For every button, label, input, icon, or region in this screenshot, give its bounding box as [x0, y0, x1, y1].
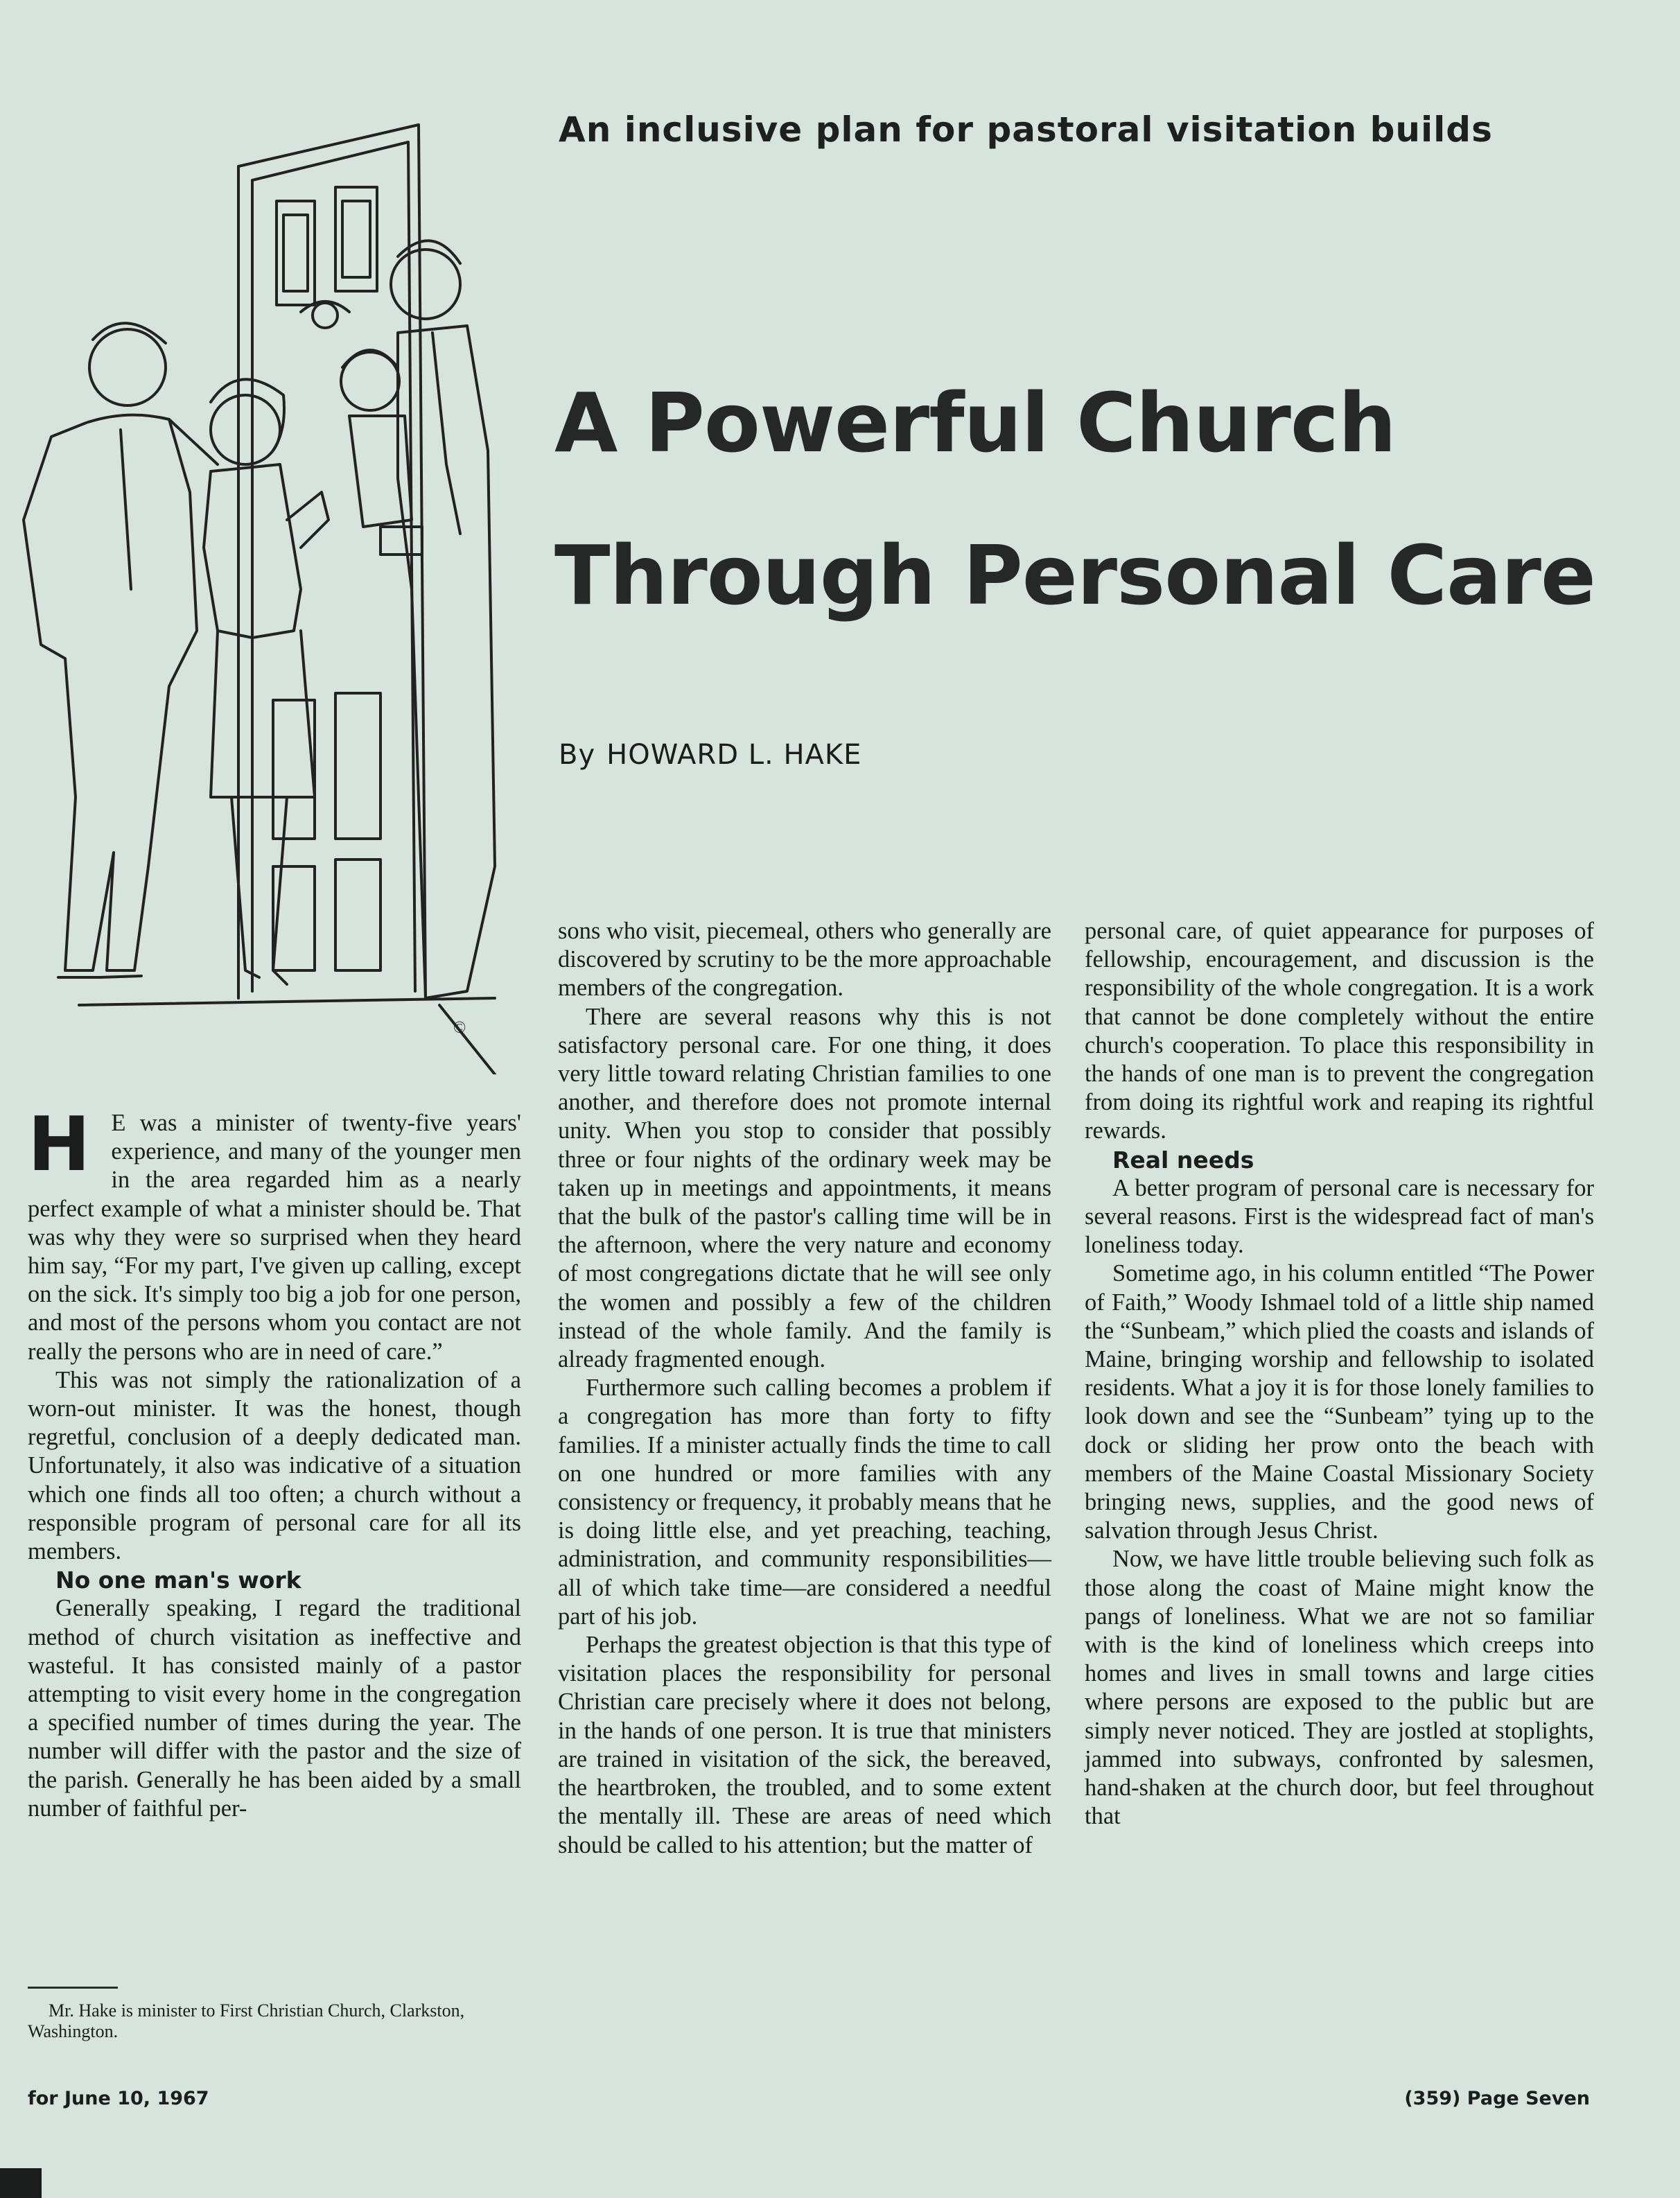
paragraph: personal care, of quiet appearance for purposes of fellowship, encouragement, and discussion is the responsibility of the whole congregation. It is a work that cannot be done completely without the entire church's cooperation. To place this responsibility in the hands of one man is to prevent the congregation from doing its rightful work and reaping its rightful rewards.: [1085, 918, 1594, 1144]
author-name: HOWARD L. HAKE: [606, 739, 862, 771]
paragraph: There are several reasons why this is not satisfactory personal care. For one thing, it does very little toward relating Christian families to one another, and therefore does not promote internal unity. When you stop to consider that possibly three or four nights of the ordinary week may be taken up in meetings and appointments, it means that the bulk of the pastor's calling time will be in the afternoon, where the very nature and economy of most congregations dictate that he will see only the women and possibly a few of the children instead of the whole family. And the family is already fragmented enough.: [558, 1003, 1051, 1373]
footnote-rule: [28, 1987, 118, 1989]
paragraph: Now, we have little trouble believing such folk as those along the coast of Maine might know the pangs of loneliness. What we are not so familiar with is the kind of loneliness which creeps into homes and lives in small towns and large cities where persons are exposed to the public but are simply never noticed. They are jostled at stoplights, jammed into subways, confronted by salesmen, hand-shaken at the church door, but feel throughout that: [1085, 1546, 1594, 1830]
paragraph: Furthermore such calling becomes a problem if a congregation has more than forty to fifty families. If a minister actually finds the time to call on one hundred or more families with any consistency or frequency, it probably means that he is doing little else, and yet preaching, teaching, administration, and community responsibilities—all of which take time—are considered a needful part of his job.: [558, 1375, 1051, 1630]
column-3: [1085, 917, 1594, 1831]
byline: [559, 739, 861, 771]
paragraph: Sometime ago, in his column entitled “The Power of Faith,” Woody Ishmael told of a little ship named the “Sunbeam,” which plied the coasts and islands of Maine, bringing worship and fellowship to isolated residents. What a joy it is for those lonely families to look down and see the “Sunbeam” tying up to the dock or sliding her prow onto the beach with members of the Maine Coastal Missionary Society bringing news, supplies, and the good news of salvation through Jesus Christ.: [1085, 1260, 1594, 1544]
column-2: [558, 917, 1051, 1860]
issue-date: for June 10, 1967: [28, 2088, 209, 2109]
subhead: No one man's work: [55, 1567, 301, 1594]
paragraph: sons who visit, piecemeal, others who generally are discovered by scrutiny to be the more approachable members of the congregation.: [558, 918, 1051, 1002]
footnote: Mr. Hake is minister to First Christian Church, Clarkston, Washington.: [28, 2000, 465, 2041]
illustration-visitors-at-door: [10, 104, 502, 1074]
title-line-1: A Powerful Church: [554, 375, 1396, 471]
paragraph: H E was a minister of twenty-five years' experience, and many of the younger men in the area regarded him as a nearly perfect example of what a minister should be. That was why they were so surprised when they heard him say, “For my part, I've given up calling, except on the sick. It's simply too big a job for one person, and most of the persons whom you contact are not really the persons who are in need of care.”: [28, 1101, 521, 1365]
subhead: Real needs: [1112, 1146, 1254, 1174]
title-line-2: Through Personal Care: [554, 527, 1595, 623]
scan-edge: [0, 2168, 42, 2198]
paragraph: This was not simply the rationalization of a worn-out minister. It was the honest, though regretful, conclusion of a deeply dedicated man. Unfortunately, it also was indicative of a situation which one finds all too often; a church without a responsible program of personal care for all its members.: [28, 1366, 521, 1565]
paragraph: Perhaps the greatest objection is that this type of visitation places the responsibility for personal Christian care precisely where it does not belong, in the hands of one person. It is true that ministers are trained in visitation of the sick, the bereaved, the heartbroken, the troubled, and to some extent the mentally ill. These are areas of need which should be called to his attention; but the matter of: [558, 1632, 1051, 1858]
paragraph: A better program of personal care is necessary for several reasons. First is the widespread fact of man's loneliness today.: [1085, 1174, 1594, 1259]
paragraph: Generally speaking, I regard the traditional method of church visitation as ineffective and wasteful. It has consisted mainly of a pastor attempting to visit every home in the congregation a specified number of times during the year. The number will differ with the pastor and the size of the parish. Generally he has been aided by a small number of faithful per-: [28, 1595, 521, 1822]
kicker: An inclusive plan for pastoral visitation builds: [559, 110, 1493, 150]
copyright-mark: ©: [453, 1019, 466, 1037]
drop-cap: H: [28, 1101, 91, 1188]
column-1: [28, 1101, 521, 1823]
byline-prefix: By: [559, 739, 596, 771]
article-title: [554, 347, 1636, 652]
page-number: (359) Page Seven: [1404, 2088, 1590, 2109]
